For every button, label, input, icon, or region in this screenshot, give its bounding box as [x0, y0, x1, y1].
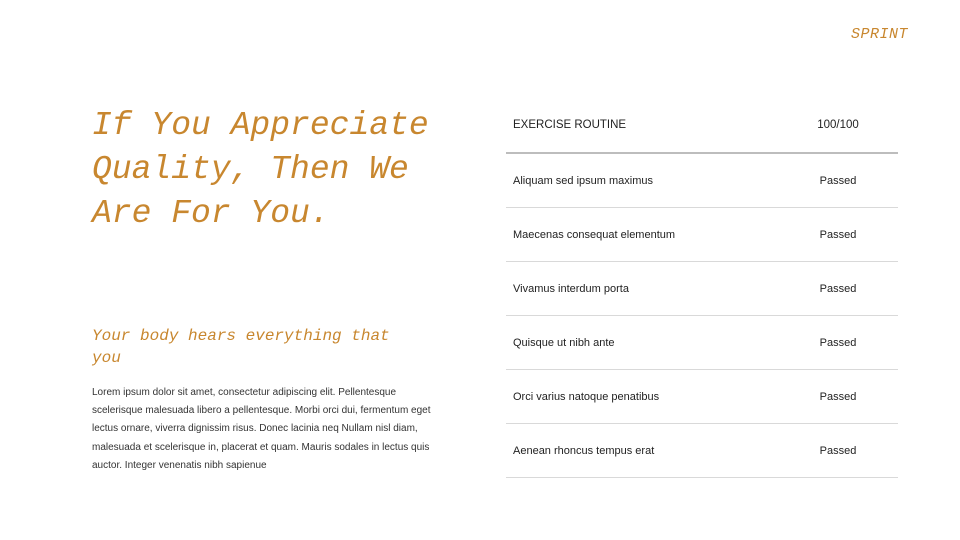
exercise-status: Passed [819, 228, 857, 241]
exercise-status: Passed [819, 336, 857, 349]
page-headline: If You Appreciate Quality, Then We Are For You. [92, 107, 429, 232]
table-row [506, 154, 898, 208]
table-row [506, 208, 898, 262]
table-header-row [506, 98, 898, 154]
table-row [506, 424, 898, 478]
exercise-name: Orci varius natoque penatibus [513, 390, 660, 403]
table-row [506, 370, 898, 424]
table-row [506, 262, 898, 316]
exercise-name: Vivamus interdum porta [513, 282, 629, 295]
exercise-name: Aliquam sed ipsum maximus [513, 174, 653, 187]
brand-title: SPRINT [850, 26, 908, 43]
exercise-status: Passed [819, 390, 857, 403]
exercise-name: Quisque ut nibh ante [513, 336, 615, 349]
table-row [506, 316, 898, 370]
exercise-name: Aenean rhoncus tempus erat [513, 444, 655, 457]
column-header-score: 100/100 [817, 119, 859, 131]
column-header-exercise: EXERCISE ROUTINE [513, 119, 627, 131]
exercise-status: Passed [819, 444, 857, 457]
exercise-table [506, 98, 898, 478]
exercise-status: Passed [819, 174, 857, 187]
exercise-name: Maecenas consequat elementum [513, 228, 676, 241]
subheading: Your body hears everything that you [92, 327, 390, 367]
exercise-status: Passed [819, 282, 857, 295]
body-paragraph: Lorem ipsum dolor sit amet, consectetur adipiscing elit. Pellentesque scelerisque malesuada libero a pellentesque. Morbi orci dui, fermentum eget lectus ornare, viverra dignissim risus. Donec lacinia neq Nullam nisl diam, malesuada et scelerisque in, placerat et quam. Mauris sodales in lectus quis auctor. Integer venenatis nibh sapienue [92, 387, 431, 471]
